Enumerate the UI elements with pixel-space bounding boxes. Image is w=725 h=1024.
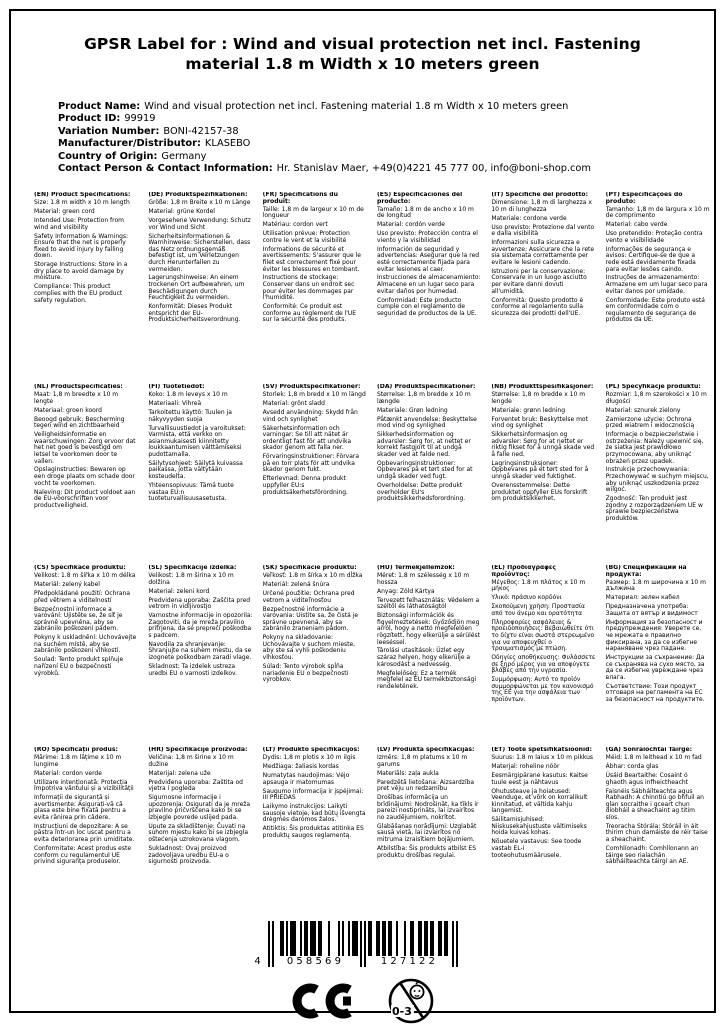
- spec-paragraph: Ohutusteave ja hoiatused: Veenduge, et võrk on korralikult kinnitatud, et vältida kahju langemist.: [491, 787, 588, 815]
- spec-paragraph: Dimensione: 1,8 m di larghezza x 10 m di lunghezza: [491, 198, 592, 213]
- spec-paragraph: Sukladnost: Ovaj proizvod zadovoljava uredbu EU-a o sigurnosti proizvoda.: [148, 845, 229, 866]
- language-block-heading: (CS) Specifikace produktu:: [34, 565, 126, 571]
- spec-paragraph: Matériau: cordon vert: [262, 221, 328, 229]
- product-info-value: KLASEBO: [204, 138, 251, 150]
- spec-paragraph: Uso previsto: Protección contra el viento y la visibilidad: [377, 230, 478, 244]
- spec-paragraph: Zgodność: Ten produkt jest zgodny z rozporządzeniem UE w sprawie bezpieczeństwa produktów.: [605, 495, 703, 523]
- spec-paragraph: Maat: 1,8 m breedte x 10 m lengte: [34, 390, 119, 405]
- spec-paragraph: Vorgesehene Verwendung: Schutz vor Wind und Sicht: [148, 216, 251, 231]
- spec-paragraph: Turvallisuustiedot ja varoitukset: Varmista, että verkko on asianmukaisesti kiinnitetty loukkaantumisen välttämiseksi pudottamalla.: [148, 424, 246, 458]
- spec-paragraph: Veličina: 1,8 m širine x 10 m dužine: [148, 753, 234, 768]
- spec-paragraph: Compliance: This product complies with the EU product safety regulation.: [34, 283, 123, 304]
- spec-paragraph: Οδηγίες αποθήκευσης: Φυλάσσετε σε ξηρό μέρος για να αποφύγετε βλάβες από την υγρασία.: [491, 654, 596, 675]
- spec-paragraph: Utilisation prévue: Protection contre le vent et la visibilité: [262, 230, 350, 244]
- spec-paragraph: Lagerungshinweise: An einem trockenen Ort aufbewahren, um Beschädigungen durch Feuchtigkeit zu vermeiden.: [148, 274, 245, 302]
- spec-paragraph: Informații de siguranță și avertismente: Asigurați-vă că plasa este bine fixată pentru a evita rănirea prin cădere.: [34, 794, 126, 821]
- spec-paragraph: Velikost: 1.8 m širina x 10 m dolžina: [148, 571, 234, 586]
- language-block-heading: (EN) Product Specifications:: [34, 192, 131, 198]
- spec-paragraph: Taille: 1,8 m de largeur x 10 m de longueur: [262, 205, 364, 220]
- language-block-heading: (PL) Specyfikacje produktu:: [605, 384, 701, 390]
- language-block-heading: (DA) Produktspecifikationer:: [377, 384, 476, 390]
- spec-paragraph: Instrucciones de almacenamiento: Almacene en un lugar seco para evitar daños por humedad.: [377, 274, 481, 295]
- product-info-label: Product ID:: [58, 113, 121, 125]
- product-info-value: Wind and visual protection net incl. Fastening material 1.8 m Width x 10 meters green: [144, 101, 569, 112]
- spec-paragraph: Materiał: sznurek zielony: [605, 406, 681, 414]
- spec-paragraph: Συμμόρφωση: Αυτό το προϊόν συμμορφώνεται με τον κανονισμό της ΕΕ για την ασφάλεια των προϊόντων.: [491, 676, 594, 704]
- spec-paragraph: Informacje o bezpieczeństwie i ostrzeżenia: Należy upewnić się, że siatka jest prawidłowo przymocowana, aby uniknąć obrażeń przez upadek.: [605, 431, 704, 465]
- spec-paragraph: Lagringsinstruksjoner: Oppbevares på et tørt sted for å unngå skader ved fuktighet.: [491, 459, 589, 481]
- spec-paragraph: Faisnéis Sábháilteachta agus Rabhadh: A chinntiú go bhfuil an glan socraithe i gceart chun díobháil a sheachaint ag titim síos.: [605, 787, 704, 821]
- spec-paragraph: Veiligheidsinformatie en waarschuwingen: Zorg ervoor dat het net goed is bevestigd om letsel te voorkomen door te vallen.: [34, 431, 136, 465]
- product-info-label: Manufacturer/Distributor:: [58, 138, 201, 150]
- language-block-et: [491, 747, 595, 868]
- language-block-heading: (IT) Specifiche del prodotto:: [491, 192, 589, 198]
- spec-paragraph: Pokyny na skladovanie: Uchovávajte v suchom mieste, aby ste sa vyhli poškodeniu vlhkosťou.: [262, 634, 356, 662]
- spec-paragraph: Rozmiar: 1,8 m szerokości x 10 m długości: [605, 390, 707, 405]
- spec-paragraph: Größe: 1,8 m Breite x 10 m Länge: [148, 198, 251, 206]
- spec-paragraph: Comhlíonadh: Comhlíonann an táirge seo rialachán sábháilteachta táirgí an AE.: [605, 845, 699, 866]
- language-block-lv: [377, 747, 481, 868]
- product-info-label: Variation Number:: [58, 125, 160, 137]
- spec-paragraph: Instrukcje przechowywania: Przechowywać w suchym miejscu, aby uniknąć uszkodzenia przez wilgoć.: [605, 466, 709, 494]
- product-info-value: 99919: [124, 113, 156, 125]
- product-info-label: Product Name:: [58, 101, 141, 112]
- product-info-list: [58, 101, 699, 175]
- spec-paragraph: Forventet bruk: Beskyttelse mot vind og synlighet: [491, 415, 588, 430]
- spec-paragraph: Sicherheitsinformationen & Warnhinweise: Sicherstellen, dass das Netz ordnungsgemäß befestigt ist, um Verletzungen durch Herunterfallen zu vermeiden.: [148, 232, 251, 273]
- language-block-it: [491, 192, 595, 384]
- language-block-nl: [34, 384, 138, 565]
- language-block-heading: (HR) Specifikacije proizvoda:: [148, 747, 248, 753]
- spec-paragraph: Material: grüne Kordel: [148, 207, 215, 215]
- language-block-heading: (GA) Sonraíochtaí Táirge:: [605, 747, 693, 753]
- spec-paragraph: Dydis: 1,8 m plotis x 10 m ilgis: [262, 753, 356, 761]
- spec-paragraph: Uso pretendido: Proteção contra vento e visibilidade: [605, 230, 703, 244]
- language-block-de: [148, 192, 252, 384]
- spec-paragraph: Yhteensopivuus: Tämä tuote vastaa EU:n tuoteturvallisuusasetusta.: [148, 482, 234, 503]
- spec-paragraph: Sikkerhedsinformation og advarsler: Sørg for, at nettet er korrekt fastgjort til at undgå skader ved at falde ned.: [377, 431, 471, 458]
- language-block-heading: (FI) Tuotetiedot:: [148, 384, 205, 390]
- spec-paragraph: Safety Information & Warnings: Ensure that the net is properly fixed to avoid injury by falling down.: [34, 232, 129, 260]
- spec-paragraph: Nõuetele vastavus: See toode vastab EL-i tooteohutusmäärusele.: [491, 838, 582, 859]
- language-block-heading: (EL) Προδιαγραφές προϊόντος:: [491, 565, 556, 578]
- spec-paragraph: Información de seguridad y advertencias: Asegurar que la red esté correctamente fijada para evitar lesiones al caer.: [377, 245, 480, 273]
- spec-paragraph: Materiál: zelený kabel: [34, 580, 100, 588]
- spec-paragraph: Numatytas naudojimas: Vėjo apsauga ir matomumas: [262, 771, 350, 786]
- spec-paragraph: Beoogd gebruik: Bescherming tegen wind en zichtbaarheid: [34, 415, 125, 430]
- spec-paragraph: Σκοπούμενη χρήση: Προστασία από τον άνεμο και ορατότητα: [491, 603, 585, 617]
- spec-paragraph: Sikkerhetsinformasjon og advarsler: Sørg for at nettet er riktig fikset for å unngå skade ved å falle ned.: [491, 431, 595, 458]
- spec-paragraph: Glabāšanas norādījumi: Uzglabāt sausā vietā, lai izvairītos no mitruma izraisītiem bojājumiem.: [377, 822, 477, 844]
- language-block-sv: [263, 384, 367, 565]
- spec-paragraph: Materjal: roheline nöör: [491, 762, 560, 770]
- language-block-sl: [148, 565, 252, 747]
- spec-paragraph: Určené použitie: Ochrana pred vetrom a viditeľnosťou: [262, 589, 355, 604]
- language-block-hu: [377, 565, 481, 747]
- product-info-row: [58, 101, 699, 113]
- language-block-heading: (DE) Produktspezifikationen:: [148, 192, 248, 198]
- spec-paragraph: Υλικό: πράσινο κορδόνι: [491, 594, 562, 602]
- age-warning-0-3-icon: [387, 977, 435, 1024]
- spec-paragraph: Materiale: cordone verde: [491, 214, 567, 222]
- spec-paragraph: Materijal: zelena uže: [148, 769, 211, 777]
- language-block-pt: [606, 192, 710, 384]
- spec-paragraph: Veľkosť: 1.8 m šírka x 10 m dĺžka: [262, 571, 363, 579]
- ean-barcode: [254, 921, 458, 971]
- spec-paragraph: Materiale: grønn ledning: [491, 406, 566, 414]
- spec-paragraph: Úsáid Beartaithe: Cosaint ó ghaoth agus infheictheacht: [605, 771, 689, 786]
- spec-paragraph: Conformité: Ce produit est conforme au règlement de l'UE sur la sécurité des produits.: [262, 303, 357, 324]
- spec-paragraph: Säkerhetsinformation och varningar: Se till att nätet är ordentligt fast för att undvika skador genom att falla ner.: [262, 424, 352, 452]
- barcode-lead-digit: 4: [252, 956, 264, 967]
- spec-paragraph: Istruzioni per la conservazione: Conservare in un luogo asciutto per evitare danni dovuti all'umidità.: [491, 267, 587, 295]
- spec-paragraph: Intended Use: Protection from wind and visibility: [34, 216, 124, 231]
- spec-paragraph: Avsedd användning: Skydd från vind och synlighet: [262, 408, 358, 423]
- spec-paragraph: Material: cordón verde: [377, 221, 445, 229]
- spec-paragraph: Материал: зелен кабел: [605, 594, 680, 602]
- spec-paragraph: Säilitamisjuhised: Niiskusekahjustuste vältimiseks hoida kuivas kohas.: [491, 816, 587, 837]
- spec-paragraph: Anyag: Zöld Kártya: [377, 587, 435, 595]
- language-block-es: [377, 192, 481, 384]
- language-block-bg: [606, 565, 710, 747]
- spec-paragraph: Paredzētā lietošana: Aizsardzība pret vēju un redzamību: [377, 778, 475, 793]
- spec-paragraph: Material: green cord: [34, 207, 95, 215]
- spec-paragraph: Skladnost: Ta izdelek ustreza uredbi EU o varnosti izdelkov.: [148, 663, 238, 677]
- language-block-pl: [606, 384, 710, 565]
- spec-paragraph: Informations de sécurité et avertissements: S'assurer que le filet est correctement fixé pour éviter les blessures en tombant.: [262, 245, 361, 273]
- spec-paragraph: Súlad: Tento výrobok spĺňa nariadenie EU o bezpečnosti výrobkov.: [262, 663, 349, 684]
- language-block-heading: (ET) Toote spetsifikatsioonid:: [491, 747, 592, 753]
- spec-paragraph: Izmērs: 1,8 m platums x 10 m garums: [377, 753, 468, 768]
- spec-paragraph: Suurus: 1.8 m laius x 10 m pikkus: [491, 753, 594, 761]
- spec-paragraph: Sigurnosne informacije i upozorenja: Osigurati da je mreža pravilno pričvršćena kako bi se izbjegle povrede uslijed pada.: [148, 794, 251, 821]
- spec-paragraph: Drošības informācija un brīdinājumi: Nodrošināt, ka tīkls ir pareizi nostiprināts, lai izvairītos no zaudējumiem, nokrītot.: [377, 794, 479, 821]
- spec-paragraph: Förvaringsinstruktioner: Förvara på en torr plats för att undvika skador genom fukt.: [262, 453, 360, 474]
- spec-paragraph: Πληροφορίες ασφάλειας & προειδοποιήσεις: Βεβαιωθείτε ότι το δίχτυ είναι σωστά στερεωμένο για να αποφευχθεί ο τραυματισμός με πτώση.: [491, 618, 595, 653]
- spec-paragraph: Materiaali: Vihreä: [148, 399, 202, 407]
- language-block-heading: (NL) Productspecificaties:: [34, 384, 123, 390]
- language-block-heading: (RO) Specificații produs:: [34, 747, 118, 753]
- ce-mark-icon: [291, 981, 353, 1021]
- spec-paragraph: Størrelse: 1,8 m bredde x 10 m lengde: [491, 390, 586, 405]
- spec-paragraph: Velikost: 1.8 m šířka x 10 m délka: [34, 571, 136, 579]
- spec-paragraph: Materiaal: groen koord: [34, 406, 102, 414]
- spec-paragraph: Tárolási utasítások: Üzlet egy száraz helyen, hogy elkerülje a károsodást a nedvesség.: [377, 647, 471, 668]
- spec-paragraph: Koko: 1.8 m leveys x 10 m: [148, 390, 228, 398]
- spec-paragraph: Conformità: Questo prodotto è conforme al regolamento sulla sicurezza dei prodotti dell'UE.: [491, 296, 584, 317]
- spec-paragraph: Conformitate: Acest produs este conform cu regulamentul UE privind siguranța produselor.: [34, 845, 132, 866]
- language-block-nb: [491, 384, 595, 565]
- product-info-value: Hr. Stanislav Maer, +49(0)4221 45 777 00, info@boni-shop.com: [276, 163, 591, 175]
- product-info-row: [58, 138, 699, 150]
- age-warning-label: 0-3: [391, 1005, 412, 1018]
- spec-paragraph: Storlek: 1,8 m bredd x 10 m längd: [262, 390, 366, 398]
- product-info-row: [58, 151, 699, 163]
- language-block-da: [377, 384, 481, 565]
- spec-paragraph: Instructions de stockage: Conserver dans un endroit sec pour éviter les dommages par l'humidité.: [262, 274, 355, 302]
- product-info-row: [58, 113, 699, 125]
- spec-paragraph: Størrelse: 1,8 m bredde x 10 m længde: [377, 390, 471, 405]
- language-block-heading: (PT) Especificações do produto:: [605, 192, 683, 205]
- spec-paragraph: Съответствие: Този продукт отговаря на регламента на ЕС за безопасност на продуктите.: [605, 682, 705, 704]
- language-grid: [34, 192, 710, 868]
- barcode-right-digits: 127122: [369, 956, 451, 967]
- spec-paragraph: Varnostne informacije in opozorila: Zagotoviti, da je mreža pravilno pritrjena, da se prepreči poškodba s padcem.: [148, 612, 253, 639]
- bottom-section: [0, 921, 725, 1024]
- spec-paragraph: Material: grönt sladd: [262, 399, 325, 407]
- spec-paragraph: Bezpečnostné informácie a varovania: Uistite sa, že čistá je správne upevnená, aby sa zabránilo zraneniam pádom.: [262, 605, 359, 633]
- language-block-ro: [34, 747, 138, 868]
- spec-paragraph: Informazioni sulla sicurezza e avvertenze: Assicurare che la rete sia sistemata correttamente per evitare le lesioni cadendo.: [491, 239, 595, 266]
- spec-paragraph: Overholdelse: Dette produkt overholder EU's produktsikkerhedsforordning.: [377, 482, 466, 503]
- page-title: [0, 34, 725, 75]
- product-info-row: [58, 126, 699, 138]
- spec-paragraph: Ábhar: corda glas: [605, 762, 659, 770]
- spec-paragraph: Materiale: Grøn ledning: [377, 406, 448, 414]
- spec-paragraph: Pokyny k uskladnění: Uchovávejte na suchém místě, aby se zabránilo poškození vlhkostí.: [34, 634, 137, 655]
- spec-paragraph: Mărime: 1.8 m lățime x 10 m lungime: [34, 753, 122, 768]
- spec-paragraph: Materiāls: zaļa aukla: [377, 769, 439, 777]
- spec-paragraph: Informações de segurança e avisos: Certifique-se de que a rede está devidamente fixada para evitar lesões caindo.: [605, 245, 696, 273]
- spec-paragraph: Soulad: Tento produkt splňuje nařízení EU o bezpečnosti výrobků.: [34, 656, 124, 677]
- language-block-heading: (SV) Produktspecifikationer:: [262, 384, 361, 390]
- language-block-heading: (NB) Produkttspesifikasjoner:: [491, 384, 594, 390]
- spec-paragraph: Naleving: Dit product voldoet aan de EU-voorschriften voor productveiligheid.: [34, 488, 136, 509]
- spec-paragraph: Treoracha Stórála: Stóráil in áit thirim chun damáiste de réir taise a sheachaint.: [605, 822, 708, 844]
- barcode-left-digits: 058569: [275, 956, 357, 967]
- spec-paragraph: Conformidade: Este produto está em conformidade com o regulamento de segurança de produtos da UE.: [605, 296, 705, 324]
- language-block-en: [34, 192, 138, 384]
- spec-paragraph: Storage Instructions: Store in a dry place to avoid damage by moisture.: [34, 261, 128, 282]
- spec-paragraph: Uso previsto: Protezione dal vento e dalla visibilità: [491, 223, 595, 238]
- language-block-heading: (FR) Spécifications du produit:: [262, 192, 339, 205]
- spec-paragraph: Atitiktis: Šis produktas atitinka ES produktų saugos reglamentą.: [262, 825, 364, 839]
- spec-paragraph: Размер: 1.8 m широчина x 10 m дължина: [605, 578, 706, 593]
- spec-paragraph: Информация за безопасност и предупреждения: Уверете се, че мрежата е правилно фиксирана, за да се избегне нараняване чрез падане.: [605, 618, 703, 653]
- spec-paragraph: Material: cabo verde: [605, 221, 668, 229]
- spec-paragraph: Medžiaga: žaliasis kordas: [262, 762, 339, 770]
- spec-paragraph: Atbilstība: Šis produkts atbilst ES produktu drošības regulai.: [377, 845, 477, 859]
- spec-paragraph: Instruções de armazenamento: Armazene em um lugar seco para evitar danos por umidade.: [605, 274, 708, 295]
- language-block-fr: [263, 192, 367, 384]
- spec-paragraph: Tervezett felhasználás: Védelem a széltől és láthatóságtól: [377, 596, 480, 611]
- language-block-heading: (ES) Especificaciones del producto:: [377, 192, 463, 205]
- product-info-value: BONI-42157-38: [163, 125, 239, 137]
- product-info-label: Contact Person & Contact Information:: [58, 163, 273, 175]
- language-block-heading: (SL) Specifikacije izdelka:: [148, 565, 237, 571]
- spec-paragraph: Tamaño: 1.8 m de ancho x 10 m de longitud: [377, 205, 474, 220]
- spec-paragraph: Navodila za shranjevanje: Shranjujte na suhem mestu, da se izognete poškodbam zaradi vlage.: [148, 640, 252, 662]
- language-block-heading: (LT) Produkto specifikacijos:: [262, 747, 360, 753]
- spec-paragraph: Megfelelőség: Ez a termék megfelel az EU termékbiztonsági rendeletének.: [377, 669, 477, 690]
- language-block-hr: [148, 747, 252, 868]
- spec-paragraph: Material: zeleni kord: [148, 587, 210, 595]
- language-block-heading: (SK) Špecifikácie produktu:: [262, 565, 357, 571]
- spec-paragraph: Eesmärgipärane kasutus: Kaitse tuule eest ja nähtavus: [491, 771, 588, 786]
- language-block-ga: [606, 747, 710, 868]
- spec-paragraph: Overensstemmelse: Dette produktet oppfyller EUs forskrift om produktsikkerhet.: [491, 482, 588, 503]
- spec-paragraph: Påtænkt anvendelse: Beskyttelse mod vind og synlighed: [377, 415, 477, 430]
- spec-paragraph: Laikymo instrukcijos: Laikyti sausoje vietoje, kad būtų išvengta drėgmės daromos žalos.: [262, 803, 366, 824]
- spec-paragraph: Biztonsági információk és figyelmeztetések: Győződjön meg arról, hogy a nettó megfelelően rögzített, hogy elkerülje a sérülést leeséssel.: [377, 612, 480, 646]
- spec-paragraph: Efterlevnad: Denna produkt uppfyller EU:s produktsäkerhetsförordning.: [262, 475, 348, 496]
- spec-paragraph: Predvidena uporaba: Zaščita pred vetrom in vidljivostjo: [148, 596, 251, 611]
- spec-paragraph: Предназначена употреба: Защита от вятър и видимост: [605, 603, 698, 617]
- spec-paragraph: Zamierzone użycie: Ochrona przed wiatrem i widocznością: [605, 415, 695, 430]
- language-block-fi: [148, 384, 252, 565]
- language-block-heading: (LV) Produkta specifikācijas:: [377, 747, 475, 753]
- language-block-el: [491, 565, 595, 747]
- language-block-heading: (HU) Termékjellemzők:: [377, 565, 455, 571]
- spec-paragraph: Konformität: Dieses Produkt entspricht der EU-Produktsicherheitsverordnung.: [148, 303, 241, 324]
- spec-paragraph: Conformidad: Este producto cumple con el reglamento de seguridad de productos de la UE.: [377, 296, 477, 317]
- spec-paragraph: Opbevaringsinstruktioner: Opbevares på et tørt sted for at undgå skader ved fugt.: [377, 459, 473, 481]
- spec-paragraph: Predviđena uporaba: Zaštita od vjetra i pogleda: [148, 778, 243, 793]
- product-info-row: [58, 163, 699, 175]
- language-block-sk: [263, 565, 367, 747]
- spec-paragraph: Upute za skladištenje: Čuvati na suhom mjestu kako bi se izbjegla oštećenja uzrokovana vlagom.: [148, 822, 249, 844]
- spec-paragraph: Μέγεθος: 1.8 m πλάτος x 10 m μήκος: [491, 578, 586, 593]
- spec-paragraph: Méid: 1.8 m leithead x 10 m fad: [605, 753, 702, 761]
- language-block-cs: [34, 565, 138, 747]
- spec-paragraph: Tarkoitettu käyttö: Tuulen ja näkyvyyden suoja: [148, 408, 232, 423]
- spec-paragraph: Utilizare intenționată: Protecția împotriva vântului și a vizibilității: [34, 778, 134, 793]
- spec-paragraph: Инструкции за съхранение: Да се съхранява на сухо място, за да се избегне увреждане чрез влага.: [605, 654, 705, 681]
- spec-paragraph: Bezpečnostní informace a varování: Ujistěte se, že síť je správně upevněna, aby se zabránilo poškození pádem.: [34, 605, 123, 633]
- spec-paragraph: Tamanho: 1,8 m de largura x 10 m de comprimento: [605, 205, 710, 220]
- spec-paragraph: Opslaginstructies: Bewaren op een droge plaats om schade door vocht te voorkomen.: [34, 466, 135, 487]
- product-info-value: Germany: [161, 150, 207, 162]
- page-title-line-2: material 1.8 m Width x 10 meters green: [185, 55, 540, 74]
- spec-paragraph: Předpokládané použití: Ochrana před větrem a viditelností: [34, 589, 131, 604]
- spec-paragraph: Materiál: zelená šnúra: [262, 580, 330, 588]
- spec-paragraph: Saugumo informacija ir įspėjimai: III PRIEDAS: [262, 787, 364, 802]
- language-block-heading: (BG) Спецификации на продукта:: [605, 565, 687, 578]
- spec-paragraph: Instrucțiuni de depozitare: A se păstra într-un loc uscat pentru a evita deteriorarea prin umiditate.: [34, 822, 135, 844]
- spec-paragraph: Material: cordon verde: [34, 769, 102, 777]
- product-info-label: Country of Origin:: [58, 150, 158, 162]
- page-title-line-1: GPSR Label for : Wind and visual protection net incl. Fastening: [84, 35, 641, 53]
- language-block-lt: [263, 747, 367, 868]
- spec-paragraph: Méret: 1,8 m szélesség x 10 m hossza: [377, 571, 470, 586]
- compliance-symbols: [291, 977, 435, 1024]
- spec-paragraph: Size: 1.8 m width x 10 m length: [34, 198, 130, 206]
- spec-paragraph: Säilytysohjeet: Säilytä kuivassa paikassa, jotta vältytään kosteudelta.: [148, 459, 243, 481]
